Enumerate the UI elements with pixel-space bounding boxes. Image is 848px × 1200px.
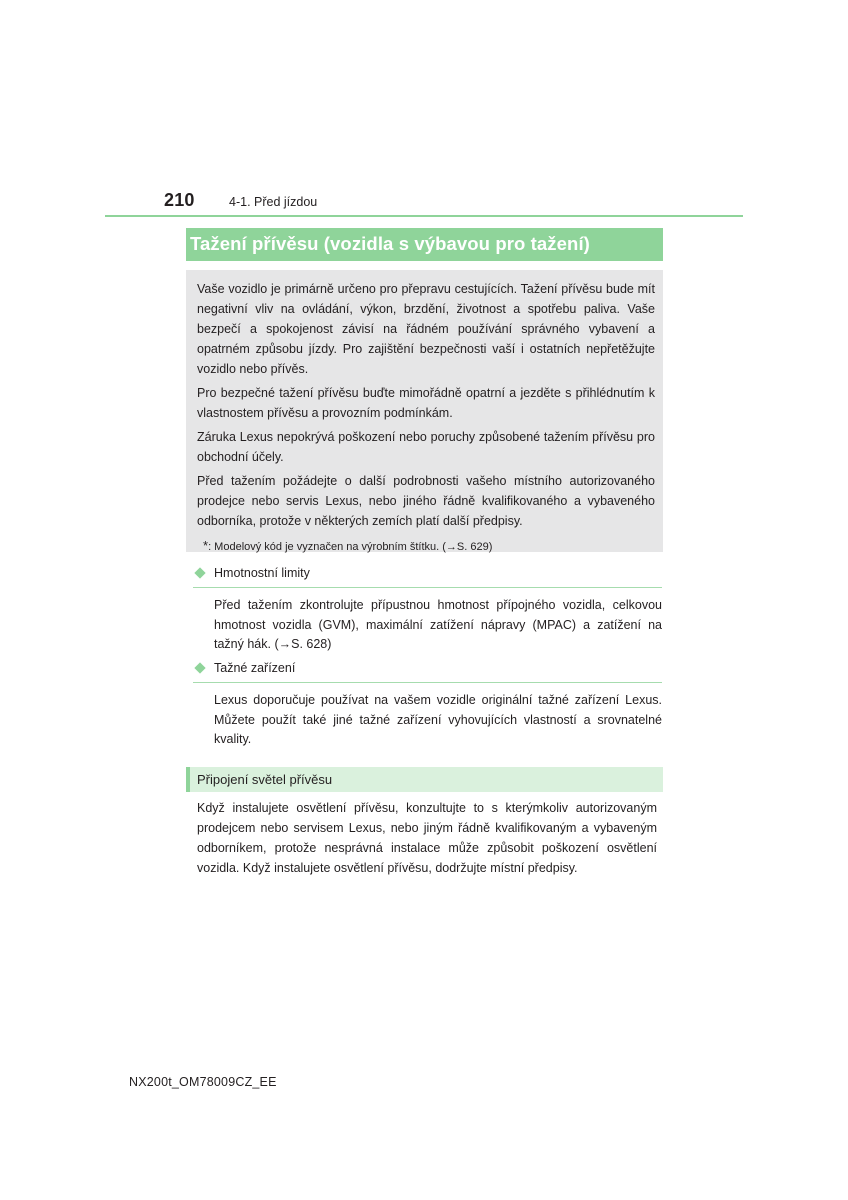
section-label: 4-1. Před jízdou [229,195,318,209]
subsection-weight-limits [193,565,662,655]
section-heading: Připojení světel přívěsu [197,772,333,787]
diamond-bullet-icon [194,662,205,673]
footnote-mark: * [203,538,209,553]
subsection-heading [193,660,662,683]
info-paragraph: Vaše vozidlo je primárně určeno pro přepravu cestujících. Tažení přívěsu bude mít negativní vliv na ovládání, výkon, brzdění, životnost a spotřebu paliva. Vaše bezpečí a spokojenost závisí na řádném používání správného vybavení a opatrném způsobu jízdy. Pro zajištění bezpečnosti vaší i ostatních nepřetěžujte vozidlo nebo přívěs. [197,282,655,376]
header-divider [105,215,743,217]
subsection-body: Před tažením zkontrolujte přípustnou hmotnost přípojného vozidla, celkovou hmotnost vozidla (GVM), maximální zatížení nápravy (MPAC) a zatížení na tažný hák. (→S. 628) [214,598,662,651]
diamond-bullet-icon [194,567,205,578]
page-title: Tažení přívěsu (vozidla s výbavou pro tažení) [190,233,590,254]
info-paragraph: Pro bezpečné tažení přívěsu buďte mimořádně opatrní a jezděte s přihlédnutím k vlastnostem přívěsu a provozním podmínkám. [197,386,655,420]
info-paragraph: Záruka Lexus nepokrývá poškození nebo poruchy způsobené tažením přívěsu pro obchodní účely. [197,430,655,464]
page-number: 210 [164,190,195,210]
subsection-title: Tažné zařízení [214,661,296,675]
section-heading-accent [186,767,190,792]
footer-model-code: NX200t_OM78009CZ_EE [129,1075,277,1089]
subsection-heading [193,565,662,588]
subsection-body: Lexus doporučuje používat na vašem vozidle originální tažné zařízení Lexus. Můžete použít také jiné tažné zařízení vyhovujících vlastností a srovnatelné kvality. [214,693,662,746]
footnote-text: : Modelový kód je vyznačen na výrobním štítku. (→S. 629) [208,541,493,553]
footnote [197,538,655,555]
subsection-title: Hmotnostní limity [214,566,310,580]
section-body: Když instalujete osvětlení přívěsu, konzultujte to s kterýmkoliv autorizovaným prodejcem nebo servisem Lexus, nebo jiným řádně kvalifikovaným a vybaveným odborníkem, protože nesprávná instalace může způsobit poškození osvětlení vozidla. Když instalujete osvětlení přívěsu, dodržujte místní předpisy. [197,801,657,875]
info-paragraph: Před tažením požádejte o další podrobnosti vašeho místního autorizovaného prodejce nebo servis Lexus, nebo jiného řádně kvalifikovaného a vybaveného odborníka, protože v některých zemích platí další předpisy. [197,474,655,528]
info-box-text [197,279,655,559]
subsection-towing-hitch [193,660,662,750]
